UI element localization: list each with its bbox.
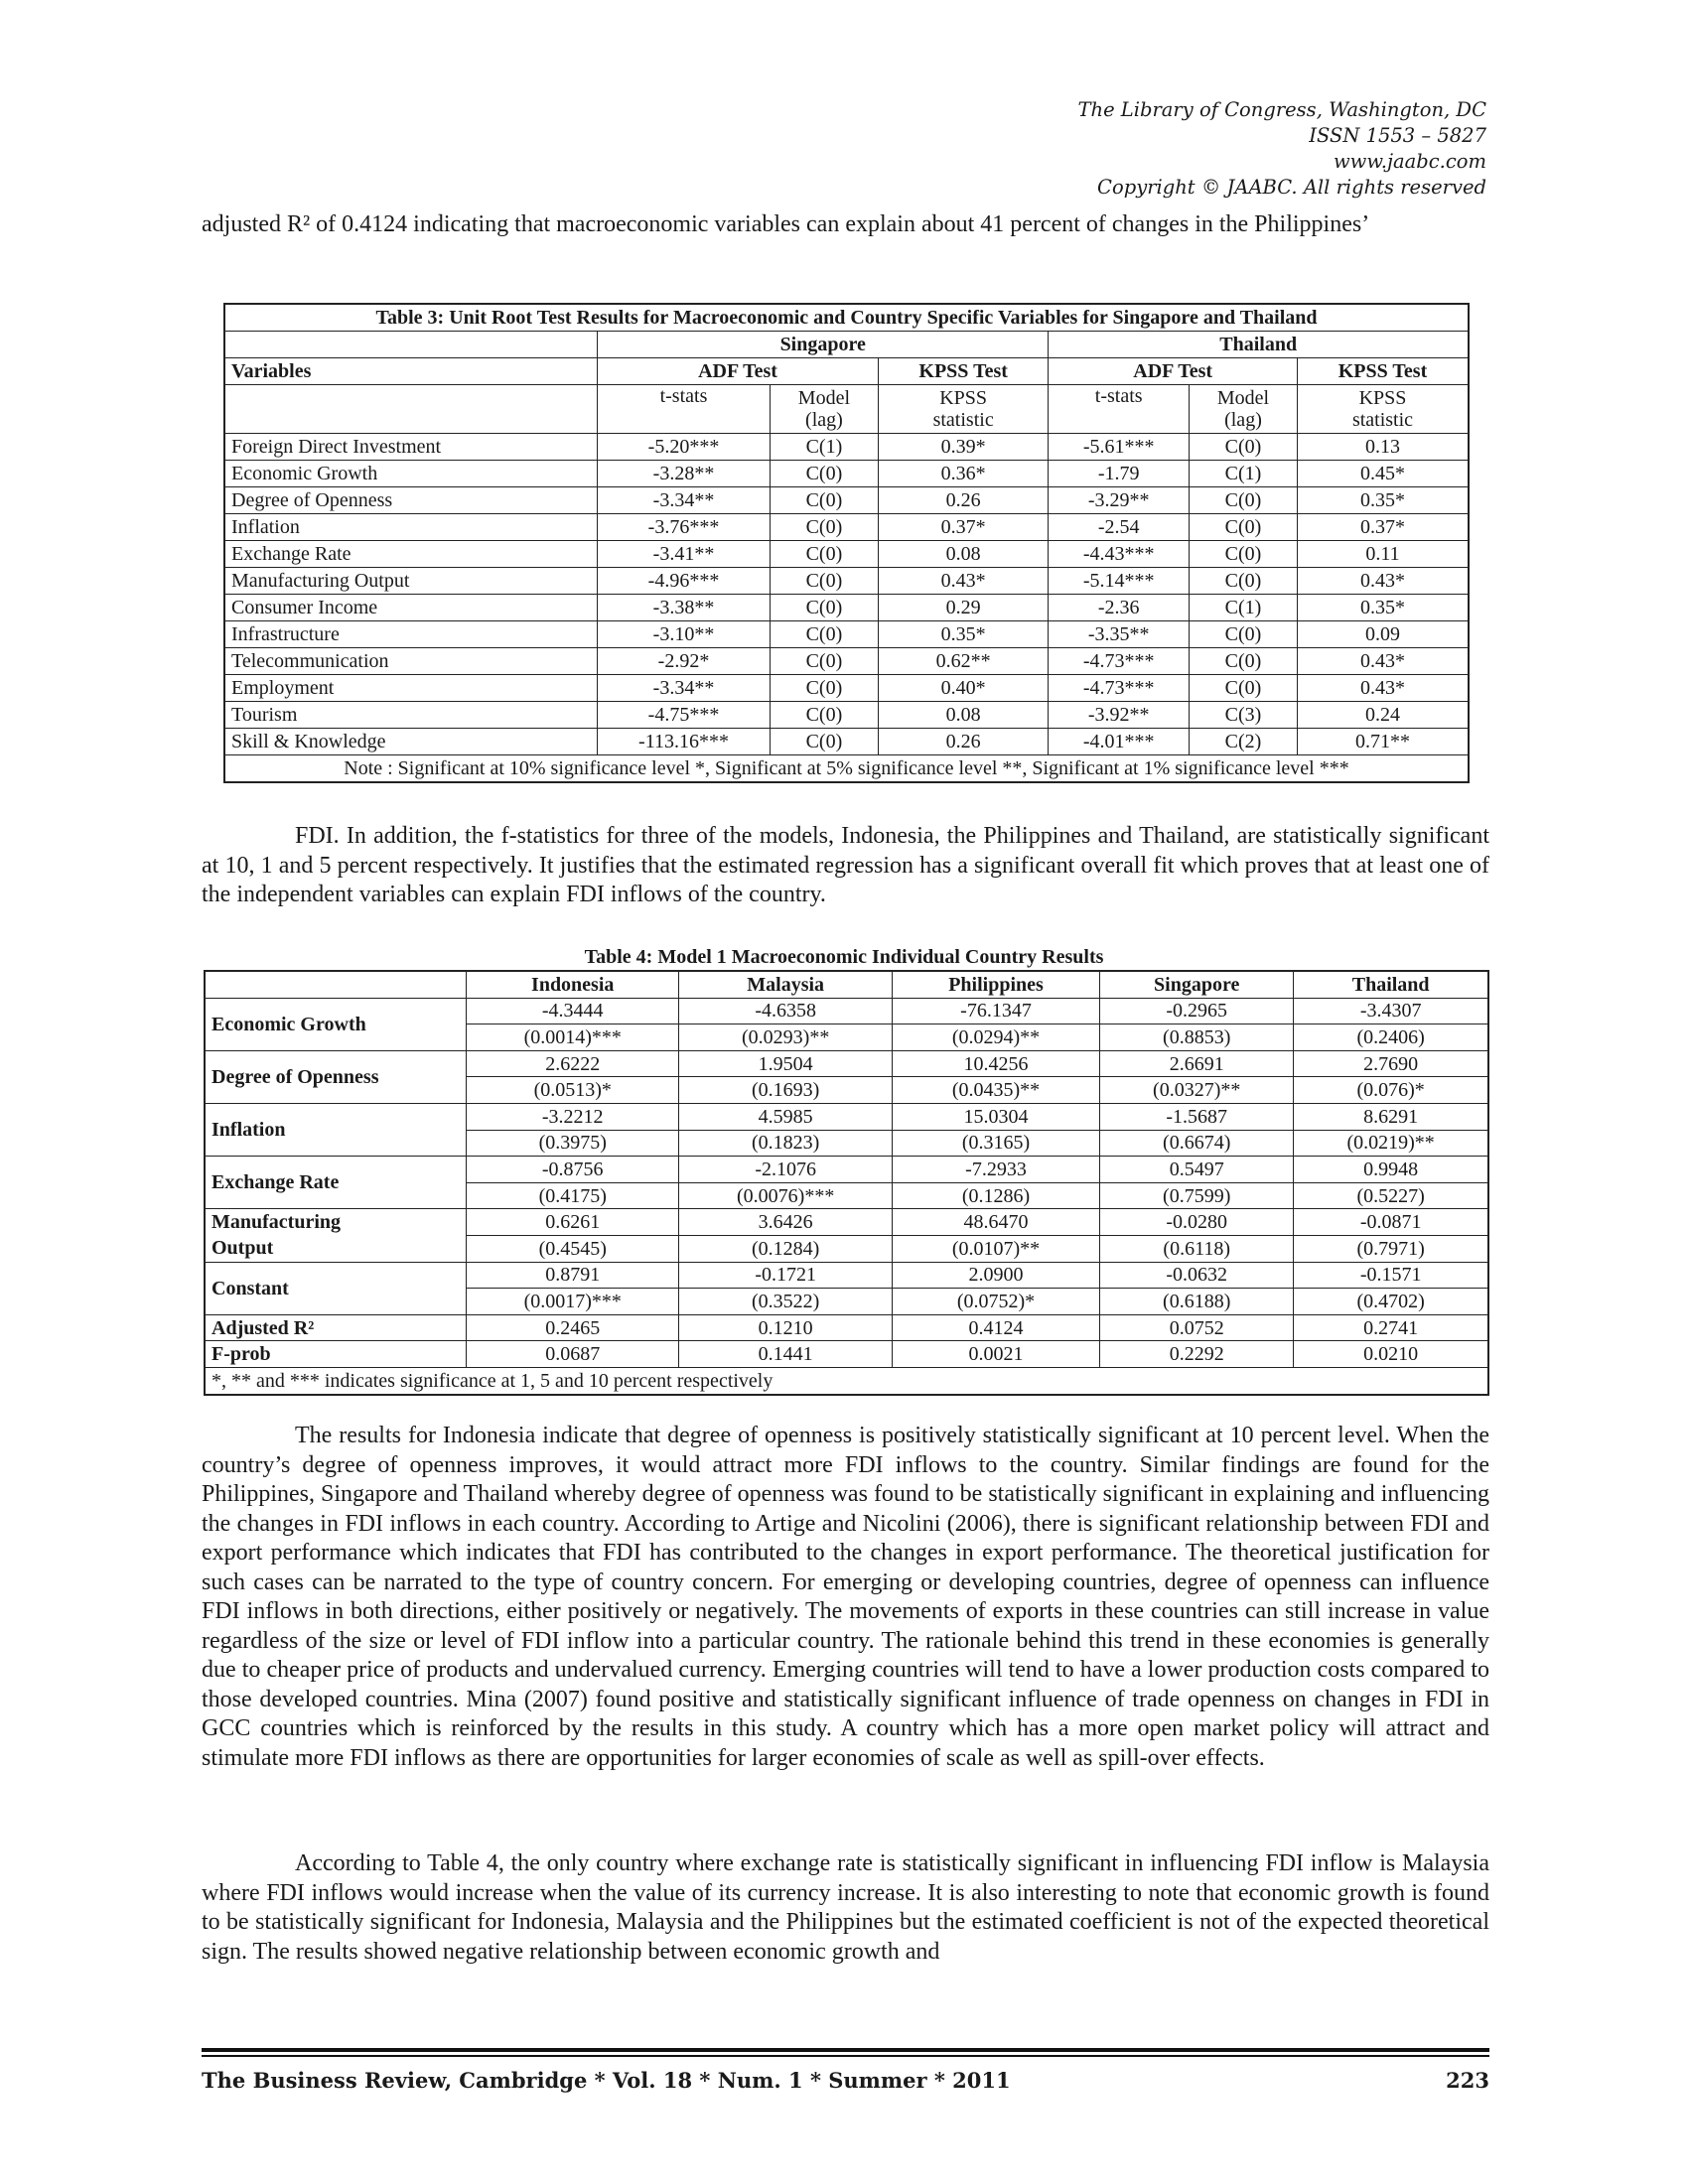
- p-value-cell: (0.3165): [892, 1130, 1099, 1157]
- footer-rule-thick: [202, 2048, 1489, 2052]
- value-cell: -5.14***: [1049, 568, 1190, 595]
- p-value-cell: (0.0513)*: [467, 1077, 679, 1104]
- p-value-cell: (0.0294)**: [892, 1024, 1099, 1051]
- header-line-4: Copyright © JAABC. All rights reserved: [1097, 176, 1486, 199]
- table-4-note: *, ** and *** indicates significance at 1, 5 and 10 percent respectively: [205, 1367, 1488, 1394]
- value-cell: 0.35*: [1298, 595, 1470, 621]
- coefficient-cell: 0.5497: [1100, 1157, 1294, 1183]
- coefficient-cell: 10.4256: [892, 1050, 1099, 1077]
- value-cell: -3.38**: [598, 595, 771, 621]
- value-cell: 0.35*: [1298, 487, 1470, 514]
- table-4-title: Table 4: Model 1 Macroeconomic Individual Country Results: [584, 946, 1104, 968]
- table-4-col-header: Indonesia: [467, 971, 679, 998]
- p-value-cell: (0.2406): [1294, 1024, 1488, 1051]
- table-3-sg-adf: ADF Test: [598, 358, 879, 385]
- value-cell: 0.2292: [1100, 1341, 1294, 1368]
- value-cell: C(0): [770, 487, 878, 514]
- p-value-cell: (0.7971): [1294, 1235, 1488, 1262]
- value-cell: C(3): [1189, 702, 1297, 729]
- value-cell: C(2): [1189, 729, 1297, 755]
- value-cell: C(0): [1189, 541, 1297, 568]
- table-4-col-header: Singapore: [1100, 971, 1294, 998]
- row-label: Manufacturing: [205, 1209, 467, 1236]
- p-value-cell: (0.0435)**: [892, 1077, 1099, 1104]
- value-cell: 0.62**: [878, 648, 1048, 675]
- value-cell: -3.76***: [598, 514, 771, 541]
- value-cell: -5.20***: [598, 434, 771, 461]
- value-cell: -3.10**: [598, 621, 771, 648]
- variable-name-cell: Skill & Knowledge: [224, 729, 598, 755]
- table-row: [205, 1050, 1488, 1077]
- value-cell: 0.43*: [1298, 648, 1470, 675]
- table-3-country-singapore: Singapore: [598, 332, 1049, 358]
- value-cell: -4.96***: [598, 568, 771, 595]
- table-3-country-thailand: Thailand: [1049, 332, 1469, 358]
- coefficient-cell: 1.9504: [679, 1050, 892, 1077]
- coefficient-cell: -76.1347: [892, 998, 1099, 1024]
- coefficient-cell: 2.7690: [1294, 1050, 1488, 1077]
- p-value-cell: (0.4545): [467, 1235, 679, 1262]
- value-cell: 0.43*: [878, 568, 1048, 595]
- value-cell: C(0): [1189, 568, 1297, 595]
- value-cell: -3.29**: [1049, 487, 1190, 514]
- value-cell: 0.40*: [878, 675, 1048, 702]
- value-cell: -113.16***: [598, 729, 771, 755]
- table-row: [224, 675, 1469, 702]
- coefficient-cell: -1.5687: [1100, 1103, 1294, 1130]
- coefficient-cell: 4.5985: [679, 1103, 892, 1130]
- value-cell: 0.24: [1298, 702, 1470, 729]
- variable-name-cell: Telecommunication: [224, 648, 598, 675]
- p-value-cell: (0.3975): [467, 1130, 679, 1157]
- p-value-cell: (0.5227): [1294, 1182, 1488, 1209]
- p-value-cell: (0.0327)**: [1100, 1077, 1294, 1104]
- p-value-cell: (0.0752)*: [892, 1289, 1099, 1315]
- table-row: [205, 998, 1488, 1024]
- table-row: [224, 434, 1469, 461]
- value-cell: -4.01***: [1049, 729, 1190, 755]
- value-cell: -3.28**: [598, 461, 771, 487]
- footer-rule-thin: [202, 2055, 1489, 2057]
- variable-name-cell: Inflation: [224, 514, 598, 541]
- table-4-header-row: [205, 971, 1488, 998]
- paragraph-1: adjusted R² of 0.4124 indicating that macroeconomic variables can explain about 41 percent of changes in the Philippines’: [202, 211, 1370, 237]
- value-cell: C(0): [1189, 487, 1297, 514]
- coefficient-cell: 2.6222: [467, 1050, 679, 1077]
- value-cell: C(0): [770, 514, 878, 541]
- value-cell: 0.0752: [1100, 1314, 1294, 1341]
- table-row: [224, 621, 1469, 648]
- table-3-sg-tstats-header: t-stats: [598, 385, 771, 434]
- table-3: [223, 303, 1470, 783]
- coefficient-cell: -0.8756: [467, 1157, 679, 1183]
- statistic-label: statistic: [932, 409, 994, 431]
- coefficient-cell: -0.2965: [1100, 998, 1294, 1024]
- p-value-cell: (0.4702): [1294, 1289, 1488, 1315]
- table-4-note-row: [205, 1367, 1488, 1394]
- value-cell: C(0): [1189, 648, 1297, 675]
- table-row: [224, 729, 1469, 755]
- value-cell: 0.4124: [892, 1314, 1099, 1341]
- value-cell: C(1): [1189, 461, 1297, 487]
- value-cell: 0.0210: [1294, 1341, 1488, 1368]
- coefficient-cell: -0.0632: [1100, 1262, 1294, 1289]
- value-cell: 0.29: [878, 595, 1048, 621]
- coefficient-cell: 2.0900: [892, 1262, 1099, 1289]
- value-cell: C(0): [1189, 514, 1297, 541]
- table-row: [224, 514, 1469, 541]
- value-cell: C(0): [770, 729, 878, 755]
- value-cell: -2.54: [1049, 514, 1190, 541]
- table-row: [205, 1103, 1488, 1130]
- p-value-cell: (0.0219)**: [1294, 1130, 1488, 1157]
- value-cell: -3.34**: [598, 675, 771, 702]
- paragraph-4: According to Table 4, the only country where exchange rate is statistically significant in influencing FDI inflow is Malaysia where FDI inflows would increase when the value of its currency increase. It is also interesting to note that economic growth is found to be statistically significant for Indonesia, Malaysia and the Philippines but the estimated coefficient is not of the expected theoretical sign. The results showed negative relationship between economic growth and: [202, 1850, 1489, 1965]
- variable-name-cell: Infrastructure: [224, 621, 598, 648]
- value-cell: C(0): [1189, 621, 1297, 648]
- coefficient-cell: 48.6470: [892, 1209, 1099, 1236]
- value-cell: C(0): [770, 621, 878, 648]
- value-cell: 0.45*: [1298, 461, 1470, 487]
- p-value-cell: (0.4175): [467, 1182, 679, 1209]
- value-cell: 0.2741: [1294, 1314, 1488, 1341]
- value-cell: 0.35*: [878, 621, 1048, 648]
- table-row: [205, 1262, 1488, 1289]
- value-cell: 0.11: [1298, 541, 1470, 568]
- table-row: [224, 595, 1469, 621]
- coefficient-cell: -0.1571: [1294, 1262, 1488, 1289]
- value-cell: 0.13: [1298, 434, 1470, 461]
- value-cell: 0.1441: [679, 1341, 892, 1368]
- table-3-th-tstats-header: t-stats: [1049, 385, 1190, 434]
- table-row: [205, 1341, 1488, 1368]
- p-value-cell: (0.8853): [1100, 1024, 1294, 1051]
- kpss-label: KPSS: [1358, 387, 1407, 409]
- value-cell: 0.26: [878, 729, 1048, 755]
- coefficient-cell: 0.8791: [467, 1262, 679, 1289]
- value-cell: 0.26: [878, 487, 1048, 514]
- table-3-th-model-header: [1189, 385, 1297, 434]
- header-line-2: ISSN 1553 – 5827: [1309, 124, 1486, 147]
- value-cell: 0.43*: [1298, 675, 1470, 702]
- p-value-cell: (0.0014)***: [467, 1024, 679, 1051]
- table-3-note-row: [224, 755, 1469, 783]
- value-cell: -3.35**: [1049, 621, 1190, 648]
- p-value-cell: (0.3522): [679, 1289, 892, 1315]
- table-row: [205, 1157, 1488, 1183]
- table-row: [224, 487, 1469, 514]
- value-cell: 0.09: [1298, 621, 1470, 648]
- p-value-cell: (0.6118): [1100, 1235, 1294, 1262]
- value-cell: C(0): [770, 675, 878, 702]
- value-cell: 0.39*: [878, 434, 1048, 461]
- page-number: 223: [1446, 2068, 1489, 2093]
- coefficient-cell: 3.6426: [679, 1209, 892, 1236]
- value-cell: 0.0687: [467, 1341, 679, 1368]
- value-cell: 0.0021: [892, 1341, 1099, 1368]
- kpss-label: KPSS: [939, 387, 988, 409]
- variable-name-cell: Foreign Direct Investment: [224, 434, 598, 461]
- value-cell: -3.41**: [598, 541, 771, 568]
- row-label: Adjusted R²: [205, 1314, 467, 1341]
- table-3-note: Note : Significant at 10% significance level *, Significant at 5% significance level **, Significant at 1% significance level ***: [224, 755, 1469, 783]
- value-cell: C(0): [770, 461, 878, 487]
- coefficient-cell: 15.0304: [892, 1103, 1099, 1130]
- statistic-label: statistic: [1351, 409, 1414, 431]
- p-value-cell: (0.6674): [1100, 1130, 1294, 1157]
- value-cell: 0.36*: [878, 461, 1048, 487]
- model-label: Model: [1216, 387, 1270, 409]
- coefficient-cell: -3.4307: [1294, 998, 1488, 1024]
- value-cell: 0.08: [878, 541, 1048, 568]
- value-cell: 0.37*: [1298, 514, 1470, 541]
- variable-name-cell: Exchange Rate: [224, 541, 598, 568]
- p-value-cell: (0.0076)***: [679, 1182, 892, 1209]
- p-value-cell: (0.1823): [679, 1130, 892, 1157]
- value-cell: C(1): [1189, 595, 1297, 621]
- p-value-cell: (0.1284): [679, 1235, 892, 1262]
- coefficient-cell: -3.2212: [467, 1103, 679, 1130]
- value-cell: -3.34**: [598, 487, 771, 514]
- value-cell: 0.37*: [878, 514, 1048, 541]
- value-cell: 0.1210: [679, 1314, 892, 1341]
- table-3-th-adf: ADF Test: [1049, 358, 1298, 385]
- table-4-col-header: Thailand: [1294, 971, 1488, 998]
- variable-name-cell: Degree of Openness: [224, 487, 598, 514]
- table-row: [224, 461, 1469, 487]
- value-cell: C(1): [770, 434, 878, 461]
- table-3-sg-kpss: KPSS Test: [878, 358, 1048, 385]
- coefficient-cell: -0.0871: [1294, 1209, 1488, 1236]
- p-value-cell: (0.7599): [1100, 1182, 1294, 1209]
- value-cell: C(0): [770, 568, 878, 595]
- variable-name-cell: Tourism: [224, 702, 598, 729]
- value-cell: -4.73***: [1049, 675, 1190, 702]
- table-row: [224, 568, 1469, 595]
- row-label: Constant: [205, 1262, 467, 1314]
- variable-name-cell: Manufacturing Output: [224, 568, 598, 595]
- value-cell: -4.73***: [1049, 648, 1190, 675]
- value-cell: C(0): [1189, 675, 1297, 702]
- value-cell: C(0): [770, 595, 878, 621]
- row-label: Output: [205, 1235, 467, 1262]
- row-label: Degree of Openness: [205, 1050, 467, 1103]
- variable-name-cell: Consumer Income: [224, 595, 598, 621]
- coefficient-cell: -4.6358: [679, 998, 892, 1024]
- coefficient-cell: 8.6291: [1294, 1103, 1488, 1130]
- table-3-sg-model-header: [770, 385, 878, 434]
- lag-label: (lag): [805, 409, 843, 431]
- table-3-title: Table 3: Unit Root Test Results for Macroeconomic and Country Specific Variables for Singapore and Thailand: [224, 304, 1469, 332]
- table-row: [224, 702, 1469, 729]
- coefficient-cell: 2.6691: [1100, 1050, 1294, 1077]
- header-line-1: The Library of Congress, Washington, DC: [1077, 98, 1486, 121]
- p-value-cell: (0.6188): [1100, 1289, 1294, 1315]
- header-line-3: www.jaabc.com: [1333, 150, 1486, 173]
- value-cell: 0.71**: [1298, 729, 1470, 755]
- table-row: [205, 1314, 1488, 1341]
- row-label: F-prob: [205, 1341, 467, 1368]
- value-cell: 0.2465: [467, 1314, 679, 1341]
- table-3-variables-header: Variables: [224, 358, 598, 385]
- row-label: Exchange Rate: [205, 1157, 467, 1209]
- value-cell: 0.43*: [1298, 568, 1470, 595]
- value-cell: C(0): [1189, 434, 1297, 461]
- footer: [202, 2068, 1489, 2093]
- p-value-cell: (0.1286): [892, 1182, 1099, 1209]
- coefficient-cell: -2.1076: [679, 1157, 892, 1183]
- table-4-col-header: Philippines: [892, 971, 1099, 998]
- variable-name-cell: Employment: [224, 675, 598, 702]
- paragraph-3: The results for Indonesia indicate that degree of openness is positively statistically significant at 10 percent level. When the country’s degree of openness improves, it would attract more FDI inflows to the country. Similar findings are found for the Philippines, Singapore and Thailand whereby degree of openness was found to be statistically significant in explaining and influencing the changes in FDI inflows in each country. According to Artige and Nicolini (2006), there is significant relationship between FDI and export performance which indicates that FDI has contributed to the changes in export performance. The theoretical justification for such cases can be narrated to the type of country concern. For emerging or developing countries, degree of openness can influence FDI inflows in both directions, either positively or negatively. The movements of exports in these countries can still increase in value regardless of the size or level of FDI inflow into a particular country. The rationale behind this trend in these economies is generally due to cheaper price of products and undervalued currency. Emerging countries will tend to have a lower production costs compared to those developed countries. Mina (2007) found positive and statistically significant influence of trade openness on changes in FDI in GCC countries which is reinforced by the results in this study. A country which has a more open market policy will attract and stimulate more FDI inflows as there are opportunities for larger economies of scale as well as spill-over effects.: [202, 1423, 1489, 1771]
- value-cell: -2.36: [1049, 595, 1190, 621]
- value-cell: 0.08: [878, 702, 1048, 729]
- value-cell: -1.79: [1049, 461, 1190, 487]
- row-label: Economic Growth: [205, 998, 467, 1050]
- p-value-cell: (0.0293)**: [679, 1024, 892, 1051]
- coefficient-cell: 0.6261: [467, 1209, 679, 1236]
- value-cell: C(0): [770, 648, 878, 675]
- coefficient-cell: -0.1721: [679, 1262, 892, 1289]
- value-cell: -2.92*: [598, 648, 771, 675]
- journal-header: [1078, 97, 1487, 201]
- table-3-th-kpss-stat-header: [1298, 385, 1470, 434]
- p-value-cell: (0.1693): [679, 1077, 892, 1104]
- coefficient-cell: -4.3444: [467, 998, 679, 1024]
- value-cell: C(0): [770, 541, 878, 568]
- value-cell: C(0): [770, 702, 878, 729]
- table-4: [204, 970, 1489, 1396]
- table-row: [205, 1209, 1488, 1236]
- coefficient-cell: 0.9948: [1294, 1157, 1488, 1183]
- paragraph-2: FDI. In addition, the f-statistics for three of the models, Indonesia, the Philippines and Thailand, are statistically significant at 10, 1 and 5 percent respectively. It justifies that the estimated regression has a significant overall fit which proves that at least one of the independent variables can explain FDI inflows of the country.: [202, 823, 1489, 907]
- value-cell: -3.92**: [1049, 702, 1190, 729]
- value-cell: -4.75***: [598, 702, 771, 729]
- value-cell: -4.43***: [1049, 541, 1190, 568]
- p-value-cell: (0.0107)**: [892, 1235, 1099, 1262]
- coefficient-cell: -7.2933: [892, 1157, 1099, 1183]
- table-3-th-kpss: KPSS Test: [1298, 358, 1470, 385]
- row-label: Inflation: [205, 1103, 467, 1156]
- table-4-col-header: Malaysia: [679, 971, 892, 998]
- coefficient-cell: -0.0280: [1100, 1209, 1294, 1236]
- p-value-cell: (0.0017)***: [467, 1289, 679, 1315]
- p-value-cell: (0.076)*: [1294, 1077, 1488, 1104]
- table-row: [224, 648, 1469, 675]
- table-row: [205, 1235, 1488, 1262]
- value-cell: -5.61***: [1049, 434, 1190, 461]
- variable-name-cell: Economic Growth: [224, 461, 598, 487]
- table-3-sg-kpss-stat-header: [878, 385, 1048, 434]
- footer-journal: The Business Review, Cambridge * Vol. 18 * Num. 1 * Summer * 2011: [202, 2068, 1011, 2093]
- table-row: [224, 541, 1469, 568]
- model-label: Model: [797, 387, 851, 409]
- lag-label: (lag): [1224, 409, 1262, 431]
